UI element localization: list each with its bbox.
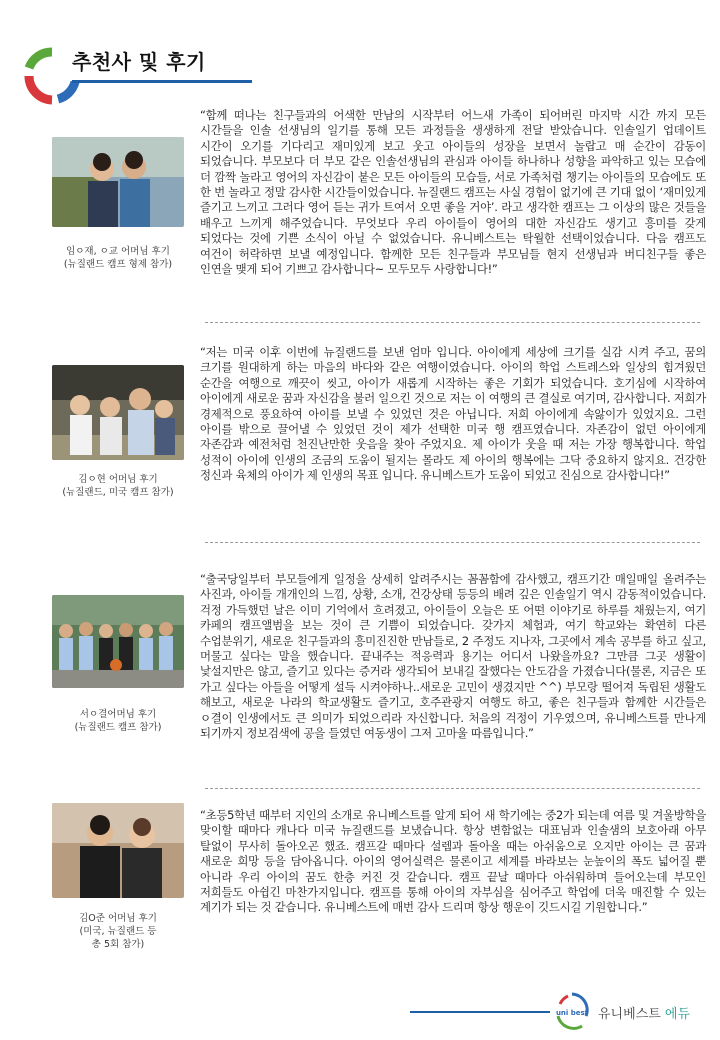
review-text-2: “저는 미국 이후 이번에 뉴질랜드를 보낸 엄마 입니다. 아이에게 세상에 크기를 실감 시켜 주고, 꿈의 크기를 원대하게 하는 마음의 바다와 같은 여행이였습니다. 아이의 학업 스트레스와 일상의 힘겨웠던 순간을 여행으로 깨끗이 씻고, 아이가 새롭게 시작하는 좋은 기회가 되었습니다. 호기심에 시작하여 아이에게 새로운 꿈과 자신감을 불러 일으킨 것으로 저는 이 여행의 큰 결실로 여기며, 감사합니다. 저희가 경제적으로 풍요하여 아이를 보낼 수 있었던 것은 아닙니다. 저희 아이에게 속앓이가 있었지요. 그런 아이를 밖으로 끌어낼 수 있었던 것이 제가 선택한 미국 행 캠프였습니다. 자존감이 없던 아이에게 자존감과 예전처럼 천진난만한 웃음을 찾아 주었지요. 제 아이가 웃을 때 저는 가장 행복합니다. 학업 성적이 아이에 인생의 조금의 도움이 될지는 몰라도 제 아이의 행복에는 그닥 중요하지 않지요. 건강한 정신과 육체의 아이가 제 인생의 목표 입니다. 유니베스트가 도움이 되었고 진심으로 감사합니다!” [200, 345, 706, 483]
brand-accent: 에듀 [660, 1007, 691, 1022]
review-author-3: 서ㅇ결어머님 후기 [79, 709, 157, 720]
review-detail-4b: 총 5회 참가) [91, 939, 145, 950]
review-photo-4 [52, 803, 184, 898]
review-text-4: “초등5학년 때부터 지인의 소개로 유니베스트를 알게 되어 새 학기에는 중2가 되는데 여름 및 겨울방학을 맞이할 때마다 캐나다 미국 뉴질랜드를 보냈습니다. 항상 변함없는 대표님과 인솔샘의 보호아래 아무 탈없이 무사히 돌아오곤 했죠. 캠프갈 때마다 설렘과 돌아올 때는 아쉬움으로 오지만 아이는 큰 꿈과 새로운 희망 등을 담아옵니다. 아이의 영어실력은 물론이고 세계를 바라보는 눈높이의 폭도 넓어질 뿐 아니라 우리 아이의 꿈도 한층 커진 것 같습니다. 캠프 끝날 때마다 아쉬워하며 들어오는데 부모인 저희들도 아쉽긴 마찬가지입니다. 캠프를 통해 아이의 자부심을 심어주고 학업에 더욱 매진할 수 있는 계기가 되는 것 같습니다. 유니베스트에 매번 감사 드리며 항상 행운이 깃드시길 기원합니다.” [200, 808, 706, 915]
review-detail-3: (뉴질랜드 캠프 참가) [74, 722, 162, 733]
review-caption-3 [40, 708, 196, 734]
two-boys-photo-icon [52, 137, 184, 227]
page-header [22, 40, 232, 110]
unibest-logo-icon [552, 990, 592, 1034]
page-title: 추천사 및 후기 [72, 50, 206, 74]
review-author-4: 김O준 어머님 후기 [79, 913, 157, 924]
school-group-photo-icon [52, 595, 184, 688]
mother-children-photo-icon [52, 365, 184, 460]
review-text-3: “출국당일부터 부모들에게 일정을 상세히 알려주시는 꼼꼼함에 감사했고, 캠프기간 매일매일 올려주는 사진과, 아이들 개개인의 느낌, 상황, 소개, 건강상태 등등의 배려 깊은 인솔일기 역시 감동적이었습니다. 걱정 가득했던 날은 이미 기억에서 흐려졌고, 아이들이 오늘은 또 어떤 이야기로 하루를 채웠는지, 여기 카페의 캠프앨범을 보는 것이 큰 기쁨이 되었습니다. 갖가지 체험과, 여기 학교와는 확연히 다른 수업분위기, 새로운 친구들과의 흥미진진한 만남들로, 2 주정도 지나자, 그곳에서 계속 공부를 하고 싶고, 머물고 싶다는 말을 했습니다. 끝내주는 적응력과 용기는 어디서 나왔을까요? 그만큼 그곳 생활이 낯설지만은 않고, 즐기고 있다는 증거라 생각되어 보내길 잘했다는 안도감을 가졌습니다(물론, 지금은 또 가고 싶다는 아들을 어떻게 설득 시켜야하나..새로운 고민이 생겼지만 ^^) 부모랑 떨어져 독립된 생활도 해보고, 새로운 나라의 학교생활도 즐기고, 호주관광지 여행도 하고, 좋은 친구들과 함께한 시간들은 ㅇ결이 인생에서도 큰 의미가 되었으리라 자신합니다. 처음의 걱정이 기우였으며, 유니베스트를 만나게 되기까지 정보검색에 공을 들였던 여동생이 그저 고마울 따름입니다.” [200, 572, 706, 741]
section-divider-1 [205, 322, 700, 323]
page-footer [0, 990, 720, 1040]
review-author-1: 임ㅇ재, ㅇ교 어머님 후기 [66, 246, 170, 257]
footer-brand [598, 1003, 690, 1022]
review-detail-2: (뉴질랜드, 미국 캠프 참가) [62, 487, 174, 498]
brand-main: 유니베스트 [598, 1007, 661, 1022]
review-author-2: 김ㅇ현 어머님 후기 [78, 474, 158, 485]
section-divider-3 [205, 788, 700, 789]
review-detail-4: (미국, 뉴질랜드 등 [79, 926, 157, 937]
logo-text: uni best [555, 1009, 589, 1017]
two-teens-photo-icon [52, 803, 184, 898]
review-caption-4 [40, 912, 196, 951]
review-detail-1: (뉴질랜드 캠프 형제 참가) [63, 259, 173, 270]
review-text-1: “함께 떠나는 친구들과의 어색한 만남의 시작부터 어느새 가족이 되어버린 마지막 시간 까지 모든 시간들을 인솔 선생님의 일기를 통해 모든 과정들을 생생하게 전달 받았습니다. 인솔일기 업데이트 시간이 오기를 기다리고 재미있게 보고 웃고 아이들의 성장을 보면서 놀랍고 매 순간이 감동이 되었습니다. 부모보다 더 부모 같은 인솔선생님의 관심과 아이들 하나하나 성향을 파악하고 있는 모습에 더 깜짝 놀라고 영어의 자신감이 붙은 모든 아이들의 모습들, 서로 가족처럼 챙기는 아이들의 모습에도 또 한 번 놀라고 정말 감사한 시간들이었습니다. 뉴질랜드 캠프는 사실 경험이 없기에 큰 기대 없이 ‘재미있게 즐기고 느끼고 그러다 영어 듣는 귀가 트여서 오면 좋을 거야’. 라고 생각한 캠프는 그 이상의 많은 것들을 배우고 느끼게 해주었습니다. 무엇보다 우리 아이들이 영어의 대한 자신감도 생기고 흥미를 갖게 되었다는 것에 기쁜 소식이 아닐 수 없었습니다. 유니베스트는 탁월한 선택이었습니다. 다음 캠프도 여건이 허락하면 보낼 예정입니다. 함께한 모든 친구들과 부모님들 현지 선생님과 버디친구들 좋은 인연을 맺게 되어 기쁘고 감사합니다~ 모두모두 사랑합니다!” [200, 108, 706, 277]
review-photo-1 [52, 137, 184, 227]
title-underline [72, 80, 252, 83]
review-caption-1 [40, 245, 196, 271]
footer-rule [410, 1011, 550, 1013]
section-divider-2 [205, 542, 700, 543]
review-photo-2 [52, 365, 184, 460]
review-caption-2 [40, 473, 196, 499]
review-photo-3 [52, 595, 184, 688]
